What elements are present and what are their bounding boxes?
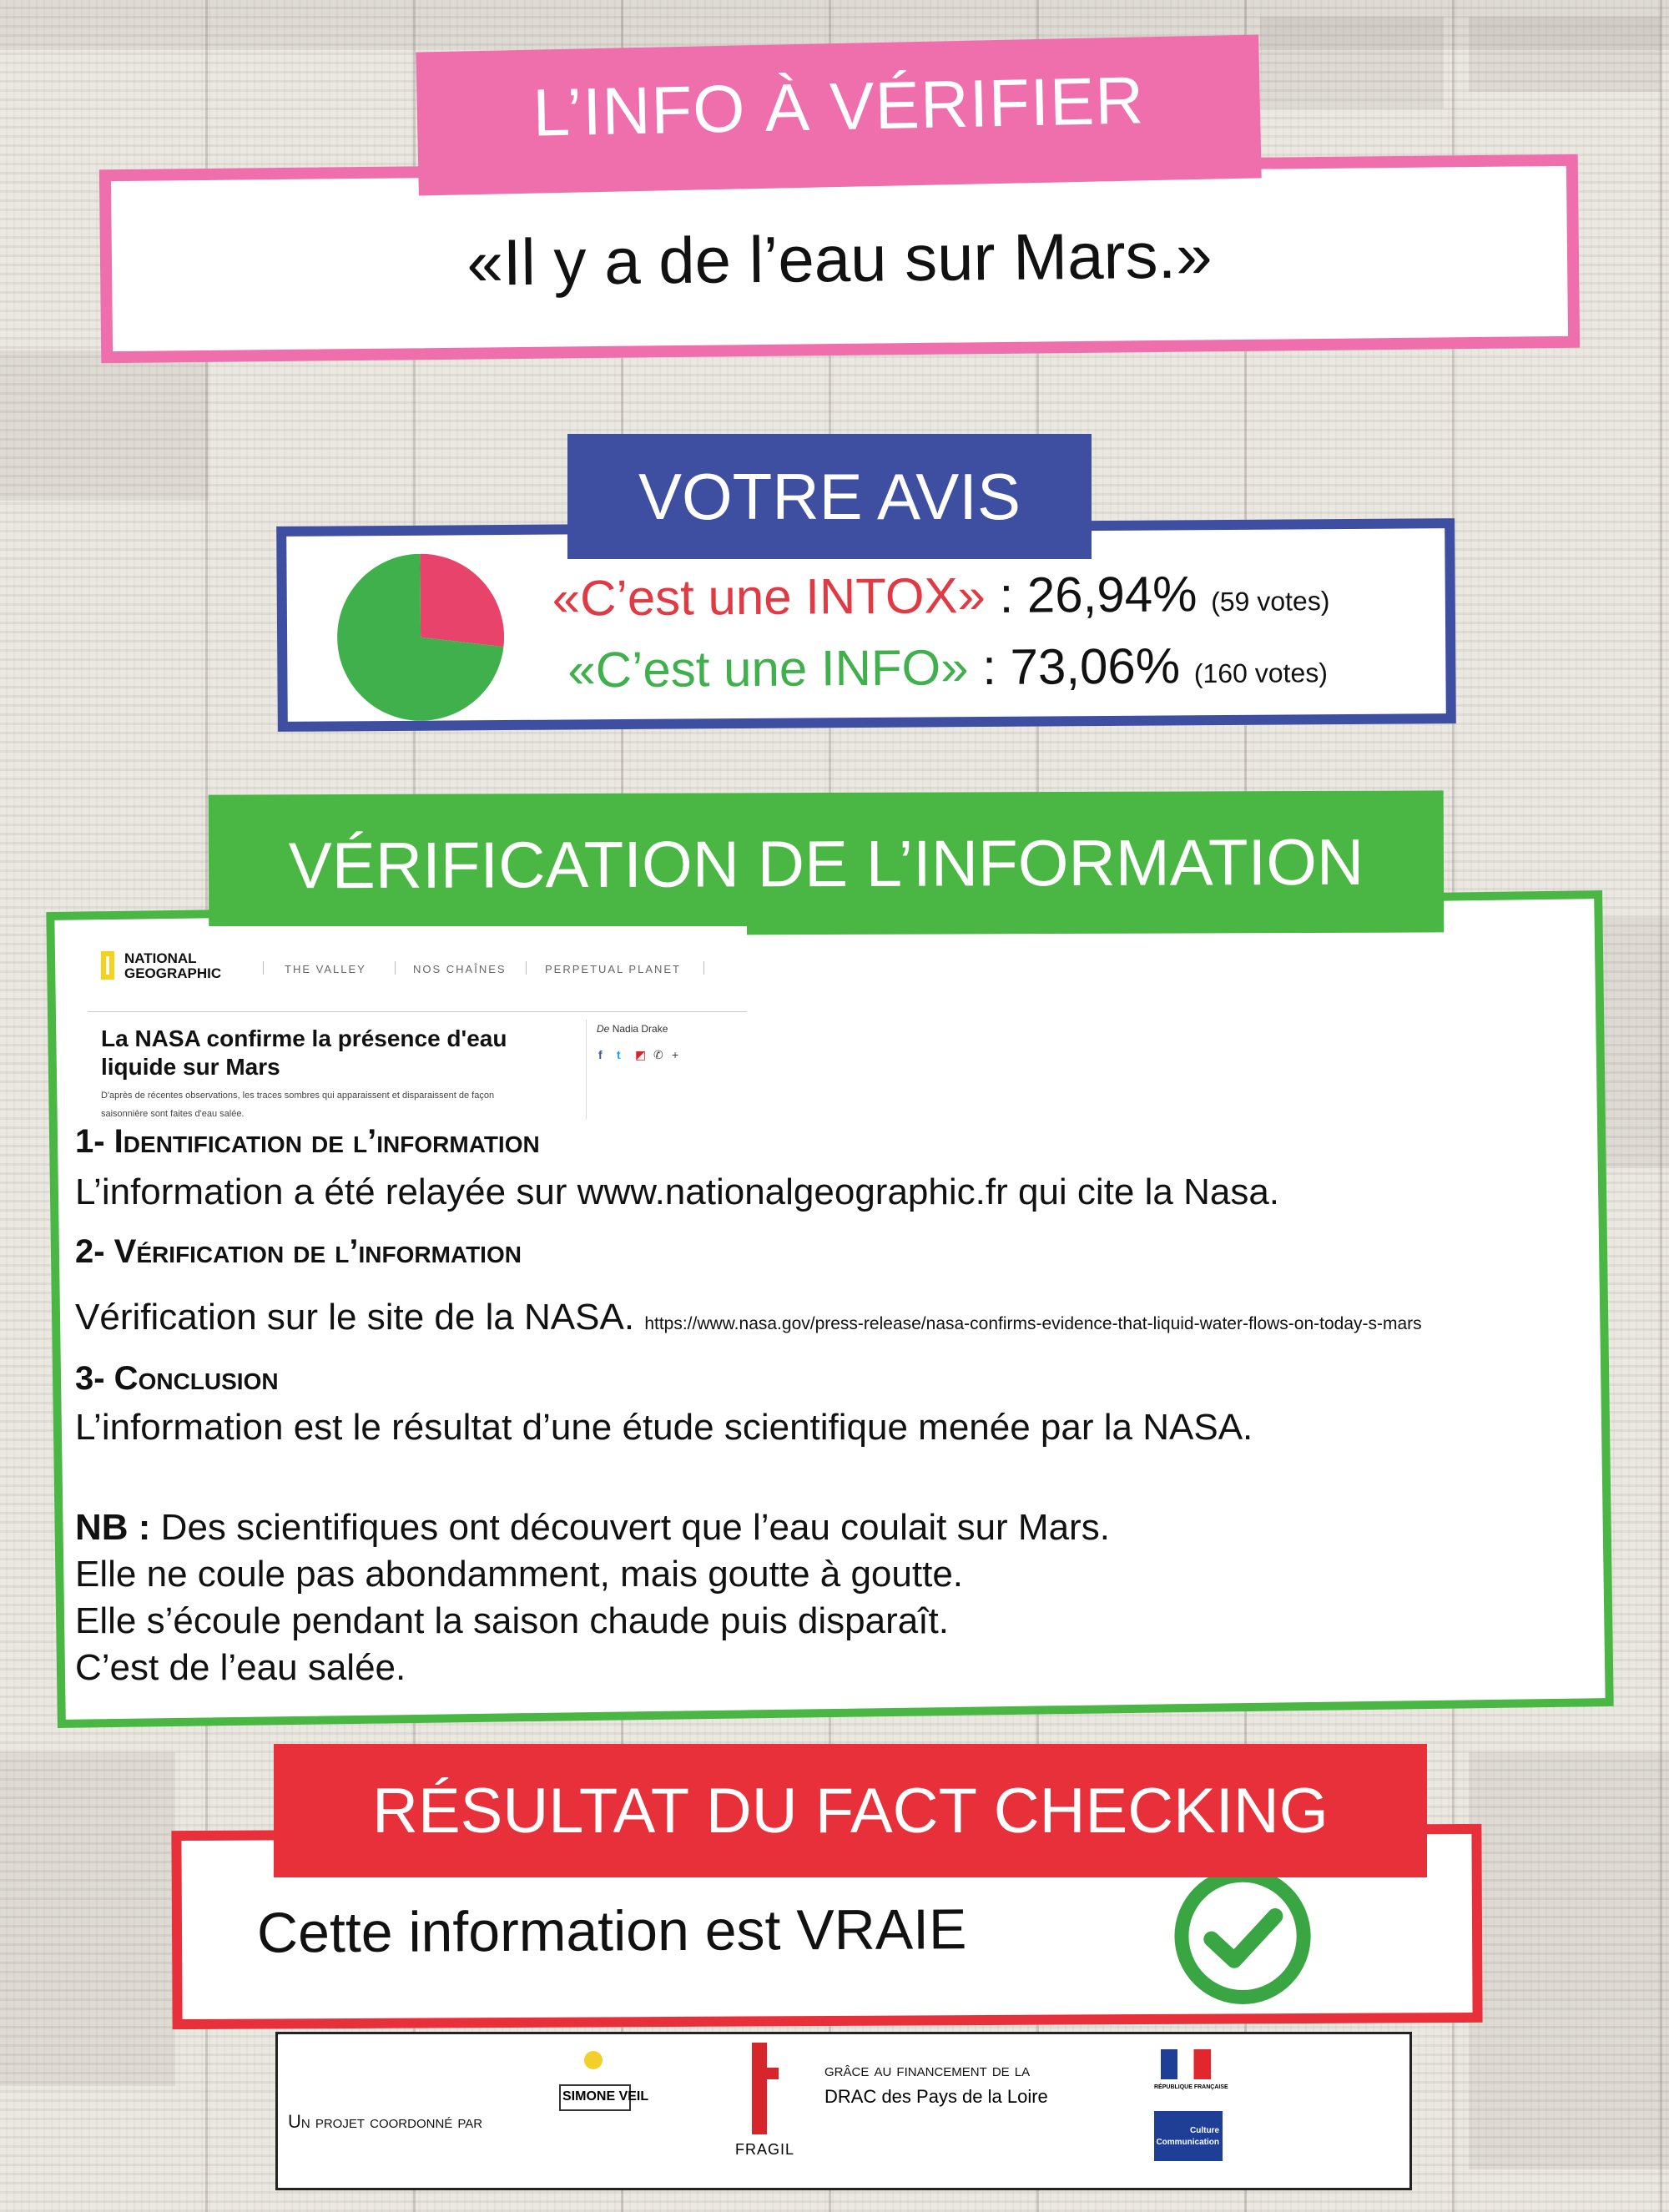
- rf-text: RÉPUBLIQUE FRANÇAISE: [1154, 2084, 1228, 2090]
- natgeo-byline: [597, 1023, 668, 1035]
- lightbulb-icon: [584, 2051, 603, 2069]
- simone-veil-logo: [557, 2051, 649, 2143]
- vote-info-label: «C’est une INFO»: [567, 639, 969, 698]
- vote-pie-chart: [336, 553, 504, 721]
- nb-text-1: Des scientifiques ont découvert que l’eau coulait sur Mars.: [160, 1507, 1110, 1548]
- natgeo-logo-icon: [101, 951, 114, 980]
- natgeo-screenshot: [88, 926, 747, 1126]
- nav-separator: [703, 961, 704, 975]
- footer-coordinated: Un projet coordonné par: [288, 2111, 483, 2132]
- share-more-icon[interactable]: +: [672, 1048, 679, 1061]
- natgeo-nav-valley[interactable]: THE VALLEY: [285, 963, 366, 975]
- twitter-icon[interactable]: t: [617, 1048, 621, 1061]
- result-label: [274, 1744, 1427, 1877]
- natgeo-article-title: La NASA confirme la présence d'eau liquide sur Mars: [101, 1025, 507, 1080]
- vote-info-count: (160 votes): [1193, 658, 1329, 689]
- vote-info-pct: 73,06%: [1010, 637, 1181, 695]
- footer-drac: DRAC des Pays de la Loire: [824, 2086, 1048, 2107]
- fragil-text: FRAGIL: [735, 2141, 795, 2158]
- result-text: Cette information est VRAIE: [256, 1897, 967, 1965]
- flipboard-icon[interactable]: ◩: [635, 1048, 647, 1061]
- info-to-verify-title: L’INFO À VÉRIFIER: [532, 63, 1145, 150]
- vote-intox-sep: :: [985, 567, 1028, 624]
- checkmark-icon: [1172, 1865, 1314, 2008]
- section2-title: 2- Vérification de l’information: [75, 1233, 522, 1270]
- nb-line-3: Elle s’écoule pendant la saison chaude puis disparaît.: [75, 1600, 949, 1641]
- fragil-mark-detail: [767, 2068, 779, 2079]
- verification-label: [209, 790, 1445, 936]
- whatsapp-icon[interactable]: ✆: [653, 1048, 663, 1061]
- simone-veil-text: SIMONE VEIL: [562, 2089, 649, 2104]
- vote-info-line: [567, 636, 1328, 698]
- natgeo-rule: [88, 1011, 747, 1012]
- vote-intox-line: [552, 564, 1330, 627]
- nb-line-4: C’est de l’eau salée.: [75, 1647, 406, 1688]
- nav-separator: [526, 961, 527, 975]
- votre-avis-title: VOTRE AVIS: [638, 459, 1021, 533]
- byline-name: Nadia Drake: [612, 1023, 668, 1035]
- nb-line-2: Elle ne coule pas abondamment, mais goutte à goutte.: [75, 1554, 964, 1595]
- section1-text: L’information a été relayée sur www.nationalgeographic.fr qui cite la Nasa.: [75, 1172, 1280, 1212]
- section1-title: 1- Identification de l’information: [75, 1123, 540, 1160]
- vote-intox-label: «C’est une INTOX»: [552, 567, 986, 627]
- result-title: RÉSULTAT DU FACT CHECKING: [372, 1775, 1329, 1847]
- natgeo-article-subtitle: D'après de récentes observations, les traces sombres qui apparaissent et disparaissent de façon saisonnière sont faites d'eau salée.: [101, 1091, 495, 1119]
- nav-separator: [263, 961, 264, 975]
- claim-quote: «Il y a de l’eau sur Mars.»: [466, 217, 1213, 300]
- vote-intox-pct: 26,94%: [1026, 566, 1198, 623]
- fragil-mark-icon: [752, 2043, 767, 2134]
- section3-text: L’information est le résultat d’une étude scientifique menée par la NASA.: [75, 1407, 1253, 1448]
- natgeo-nav-perpetual[interactable]: PERPETUAL PLANET: [545, 963, 682, 975]
- nasa-url-link[interactable]: https://www.nasa.gov/press-release/nasa-confirms-evidence-that-liquid-water-flows-on-today-s-mars: [644, 1314, 1422, 1333]
- section2-text: Vérification sur le site de la NASA.: [75, 1297, 635, 1338]
- natgeo-divider: [586, 1020, 587, 1120]
- section3-title: 3- Conclusion: [75, 1360, 279, 1397]
- communication-text: Communication: [1156, 2138, 1219, 2147]
- vote-intox-count: (59 votes): [1211, 586, 1330, 617]
- fragil-logo: [729, 2043, 804, 2184]
- nb-label: NB :: [75, 1507, 151, 1548]
- vote-info-sep: :: [968, 638, 1011, 696]
- natgeo-logo-text: NATIONAL GEOGRAPHIC: [124, 950, 222, 981]
- footer: [275, 2032, 1412, 2190]
- pie-slice-intox: [420, 553, 504, 647]
- votre-avis-label: [567, 434, 1092, 559]
- nb-line-1: [75, 1507, 1110, 1549]
- nav-separator: [395, 961, 396, 975]
- facebook-icon[interactable]: f: [598, 1048, 603, 1061]
- culture-block: [1154, 2111, 1223, 2161]
- section2-line: [75, 1297, 1422, 1338]
- info-to-verify-label: [416, 34, 1261, 195]
- ministere-logo: [1154, 2049, 1229, 2174]
- footer-financement: grâce au financement de la: [824, 2059, 1031, 2080]
- marianne-flag-icon: [1161, 2049, 1211, 2079]
- verification-title: VÉRIFICATION DE L’INFORMATION: [288, 824, 1364, 902]
- byline-prefix: De: [597, 1023, 610, 1035]
- culture-text: Culture: [1190, 2126, 1219, 2135]
- natgeo-nav-chaines[interactable]: NOS CHAÎNES: [413, 963, 507, 975]
